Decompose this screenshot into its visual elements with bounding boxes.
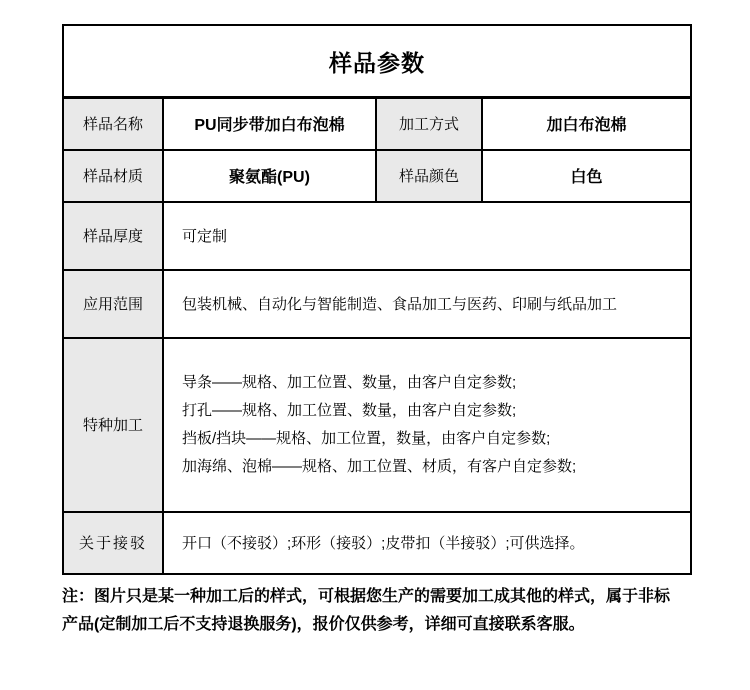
sample-color-label: 样品颜色 xyxy=(376,150,482,202)
row-special-processing xyxy=(63,338,691,512)
special-processing-line: 导条——规格、加工位置、数量，由客户自定参数; xyxy=(182,373,517,391)
sample-thickness-value: 可定制 xyxy=(163,202,691,270)
special-processing-line: 加海绵、泡棉——规格、加工位置、材质，有客户自定参数; xyxy=(182,457,577,475)
row-application xyxy=(63,270,691,338)
row-material-color xyxy=(63,150,691,202)
row-name-process xyxy=(63,98,691,150)
process-method-label: 加工方式 xyxy=(376,98,482,150)
sample-name-label: 样品名称 xyxy=(63,98,163,150)
footnote-line: 产品(定制加工后不支持退换服务)，报价仅供参考，详细可直接联系客服。 xyxy=(62,616,585,633)
spec-table xyxy=(62,24,692,575)
process-method-value: 加白布泡棉 xyxy=(482,98,691,150)
sample-color-value: 白色 xyxy=(482,150,691,202)
table-title: 样品参数 xyxy=(63,25,691,98)
row-thickness xyxy=(63,202,691,270)
footnote-line: 注：图片只是某一种加工后的样式，可根据您生产的需要加工成其他的样式，属于非标 xyxy=(62,588,671,605)
special-processing-value xyxy=(163,338,691,512)
sample-material-value: 聚氨酯(PU) xyxy=(163,150,376,202)
title-row xyxy=(63,25,691,98)
joint-value: 开口（不接驳）;环形（接驳）;皮带扣（半接驳）;可供选择。 xyxy=(163,512,691,574)
special-processing-line: 打孔——规格、加工位置、数量，由客户自定参数; xyxy=(182,401,517,419)
special-processing-line: 挡板/挡块——规格、加工位置，数量，由客户自定参数; xyxy=(182,429,551,447)
sample-name-value: PU同步带加白布泡棉 xyxy=(163,98,376,150)
special-processing-label: 特种加工 xyxy=(63,338,163,512)
joint-label: 关于接驳 xyxy=(63,512,163,574)
application-scope-label: 应用范围 xyxy=(63,270,163,338)
sample-material-label: 样品材质 xyxy=(63,150,163,202)
footnote xyxy=(62,583,694,639)
sample-thickness-label: 样品厚度 xyxy=(63,202,163,270)
application-scope-value: 包装机械、自动化与智能制造、食品加工与医药、印刷与纸品加工 xyxy=(163,270,691,338)
row-joint xyxy=(63,512,691,574)
